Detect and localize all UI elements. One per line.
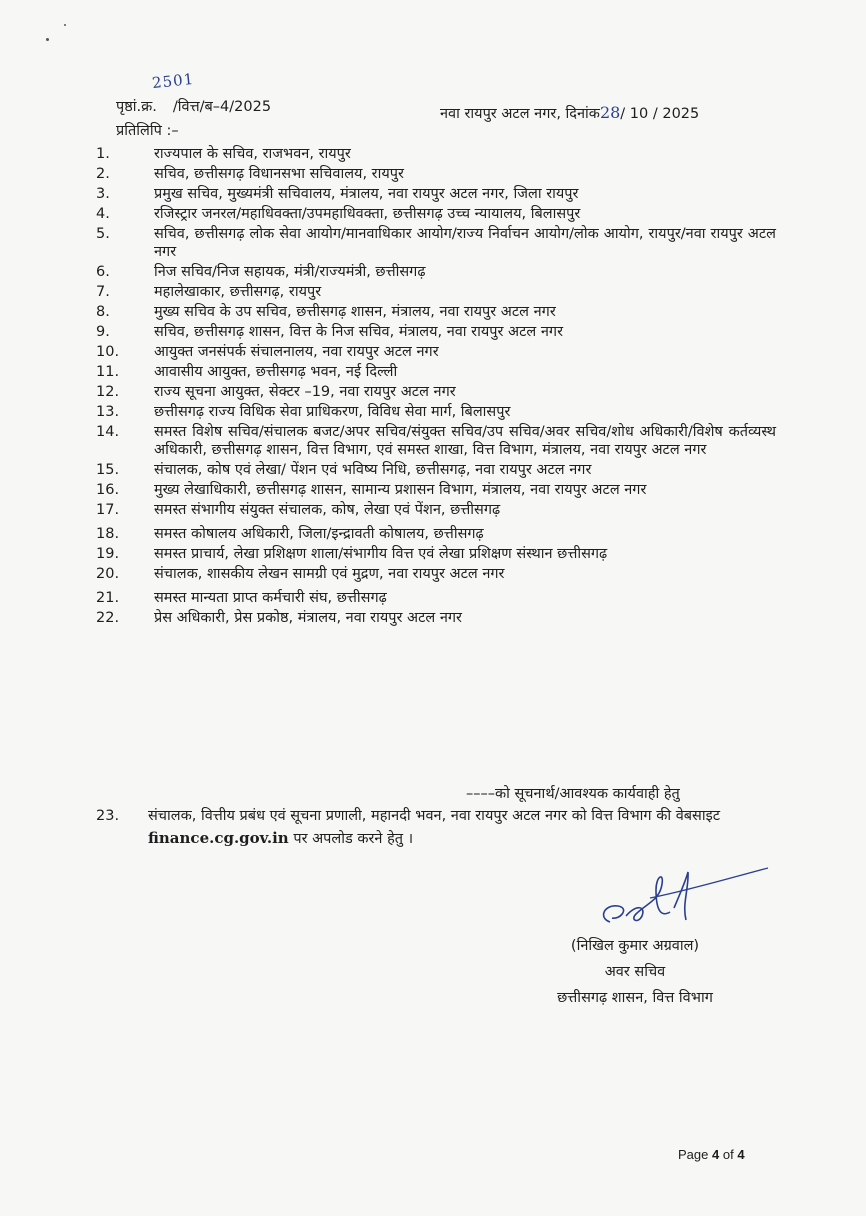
item-text: आवासीय आयुक्त, छत्तीसगढ़ भवन, नई दिल्ली xyxy=(154,364,398,380)
item-text: राज्यपाल के सचिव, राजभवन, रायपुर xyxy=(154,146,351,162)
item-text: मुख्य सचिव के उप सचिव, छत्तीसगढ़ शासन, मंत्रालय, नवा रायपुर अटल नगर xyxy=(154,304,556,320)
item-number: 4. xyxy=(96,206,110,222)
recipient-item xyxy=(96,609,776,627)
recipient-item xyxy=(96,525,776,543)
item-number: 2. xyxy=(96,166,110,182)
recipient-item xyxy=(96,589,776,607)
item23-text-before: संचालक, वित्तीय प्रबंध एवं सूचना प्रणाली, महानदी भवन, नवा रायपुर अटल नगर को वित्त विभाग की वेबसाइट xyxy=(148,808,721,824)
page-total: 4 xyxy=(737,1147,745,1162)
copy-to-label: प्रतिलिपि :– xyxy=(116,123,179,139)
recipient-item xyxy=(96,185,776,203)
signatory-name: (निखिल कुमार अग्रवाल) xyxy=(570,938,700,954)
recipient-item xyxy=(96,283,776,301)
item-number: 22. xyxy=(96,610,120,626)
recipient-item-23 xyxy=(96,805,746,850)
handwritten-signature xyxy=(590,860,770,940)
item-text: रजिस्ट्रार जनरल/महाधिवक्ता/उपमहाधिवक्ता, छत्तीसगढ़ उच्च न्यायालय, बिलासपुर xyxy=(154,206,581,222)
place-date-prefix: नवा रायपुर अटल नगर, दिनांक xyxy=(440,106,600,122)
signature-block xyxy=(515,933,755,1011)
item-text: प्रेस अधिकारी, प्रेस प्रकोष्ठ, मंत्रालय, नवा रायपुर अटल नगर xyxy=(154,610,462,626)
item-text: प्रमुख सचिव, मुख्यमंत्री सचिवालय, मंत्रालय, नवा रायपुर अटल नगर, जिला रायपुर xyxy=(154,186,579,202)
recipient-item xyxy=(96,461,776,479)
website-link[interactable]: finance.cg.gov.in xyxy=(148,829,289,847)
recipient-list xyxy=(96,145,776,629)
recipient-item xyxy=(96,565,776,583)
page-number xyxy=(678,1147,745,1162)
item-text: समस्त विशेष सचिव/संचालक बजट/अपर सचिव/संयुक्त सचिव/उप सचिव/अवर सचिव/शोध अधिकारी/विशेष कर्तव्यस्थ अधिकारी, छत्तीसगढ़ शासन, वित्त विभाग, एवं समस्त शाखा, वित्त विभाग, मंत्रालय, नवा रायपुर अटल नगर xyxy=(154,424,776,458)
item-text: सचिव, छत्तीसगढ़ शासन, वित्त के निज सचिव, मंत्रालय, नवा रायपुर अटल नगर xyxy=(154,324,564,340)
item-text: समस्त प्राचार्य, लेखा प्रशिक्षण शाला/संभागीय वित्त एवं लेखा प्रशिक्षण संस्थान छत्तीसगढ़ xyxy=(154,546,608,562)
scan-speck xyxy=(46,38,49,41)
reference-line xyxy=(116,96,271,116)
item-text xyxy=(148,805,746,850)
item-text: मुख्य लेखाधिकारी, छत्तीसगढ़ शासन, सामान्य प्रशासन विभाग, मंत्रालय, नवा रायपुर अटल नगर xyxy=(154,482,647,498)
scan-speck xyxy=(64,24,66,26)
info-action-note: ––––को सूचनार्थ/आवश्यक कार्यवाही हेतु xyxy=(466,786,680,802)
item-text: निज सचिव/निज सहायक, मंत्री/राज्यमंत्री, छत्तीसगढ़ xyxy=(154,264,426,280)
recipient-item xyxy=(96,545,776,563)
recipient-item xyxy=(96,481,776,499)
recipient-item xyxy=(96,383,776,401)
recipient-item xyxy=(96,403,776,421)
item-text: समस्त संभागीय संयुक्त संचालक, कोष, लेखा एवं पेंशन, छत्तीसगढ़ xyxy=(154,502,501,518)
item-number: 18. xyxy=(96,526,120,542)
item-number: 12. xyxy=(96,384,120,400)
page-mid: of xyxy=(722,1147,734,1162)
recipient-item xyxy=(96,225,776,261)
item-number: 8. xyxy=(96,304,110,320)
item-number: 20. xyxy=(96,566,120,582)
item-text: महालेखाकार, छत्तीसगढ़, रायपुर xyxy=(154,284,322,300)
page-current: 4 xyxy=(712,1147,720,1162)
recipient-item xyxy=(96,303,776,321)
recipient-item xyxy=(96,205,776,223)
item-text: सचिव, छत्तीसगढ़ विधानसभा सचिवालय, रायपुर xyxy=(154,166,404,182)
signatory-department: छत्तीसगढ़ शासन, वित्त विभाग xyxy=(557,990,713,1006)
item-text: सचिव, छत्तीसगढ़ लोक सेवा आयोग/मानवाधिकार आयोग/राज्य निर्वाचन आयोग/लोक आयोग, रायपुर/नवा रायपुर अटल नगर xyxy=(154,226,776,260)
item-number: 23. xyxy=(96,808,120,824)
item-text: छत्तीसगढ़ राज्य विधिक सेवा प्राधिकरण, विविध सेवा मार्ग, बिलासपुर xyxy=(154,404,511,420)
item23-text-after: पर अपलोड करने हेतु । xyxy=(293,831,414,847)
item-number: 9. xyxy=(96,324,110,340)
page-prefix: Page xyxy=(678,1147,709,1162)
item-text: संचालक, शासकीय लेखन सामग्री एवं मुद्रण, नवा रायपुर अटल नगर xyxy=(154,566,505,582)
recipient-item xyxy=(96,423,776,459)
item-number: 10. xyxy=(96,344,120,360)
item-text: समस्त कोषालय अधिकारी, जिला/इन्द्रावती कोषालय, छत्तीसगढ़ xyxy=(154,526,484,542)
ref-code: /वित्त/ब–4/2025 xyxy=(172,99,272,115)
date-rest: / 10 / 2025 xyxy=(620,106,700,122)
recipient-item xyxy=(96,145,776,163)
handwritten-file-number: 2501 xyxy=(151,69,196,93)
item-text: समस्त मान्यता प्राप्त कर्मचारी संघ, छत्तीसगढ़ xyxy=(154,590,387,606)
item-number: 17. xyxy=(96,502,120,518)
item-number: 21. xyxy=(96,590,120,606)
recipient-item xyxy=(96,323,776,341)
recipient-item xyxy=(96,165,776,183)
item-number: 5. xyxy=(96,226,110,242)
item-text: आयुक्त जनसंपर्क संचालनालय, नवा रायपुर अटल नगर xyxy=(154,344,439,360)
item-number: 14. xyxy=(96,424,120,440)
ref-label: पृष्ठां.क्र. xyxy=(116,99,157,115)
item-text: संचालक, कोष एवं लेखा/ पेंशन एवं भविष्य निधि, छत्तीसगढ़, नवा रायपुर अटल नगर xyxy=(154,462,592,478)
item-number: 19. xyxy=(96,546,120,562)
item-number: 7. xyxy=(96,284,110,300)
item-number: 1. xyxy=(96,146,110,162)
place-date-line xyxy=(440,103,699,123)
handwritten-date-day: 28 xyxy=(599,103,621,122)
item-number: 3. xyxy=(96,186,110,202)
item-text: राज्य सूचना आयुक्त, सेक्टर –19, नवा रायपुर अटल नगर xyxy=(154,384,456,400)
item-number: 16. xyxy=(96,482,120,498)
item-number: 11. xyxy=(96,364,120,380)
item-number: 6. xyxy=(96,264,110,280)
recipient-item xyxy=(96,343,776,361)
recipient-item xyxy=(96,363,776,381)
item-number: 15. xyxy=(96,462,120,478)
recipient-item xyxy=(96,263,776,281)
recipient-item xyxy=(96,501,776,519)
item-number: 13. xyxy=(96,404,120,420)
signatory-designation: अवर सचिव xyxy=(604,964,666,980)
